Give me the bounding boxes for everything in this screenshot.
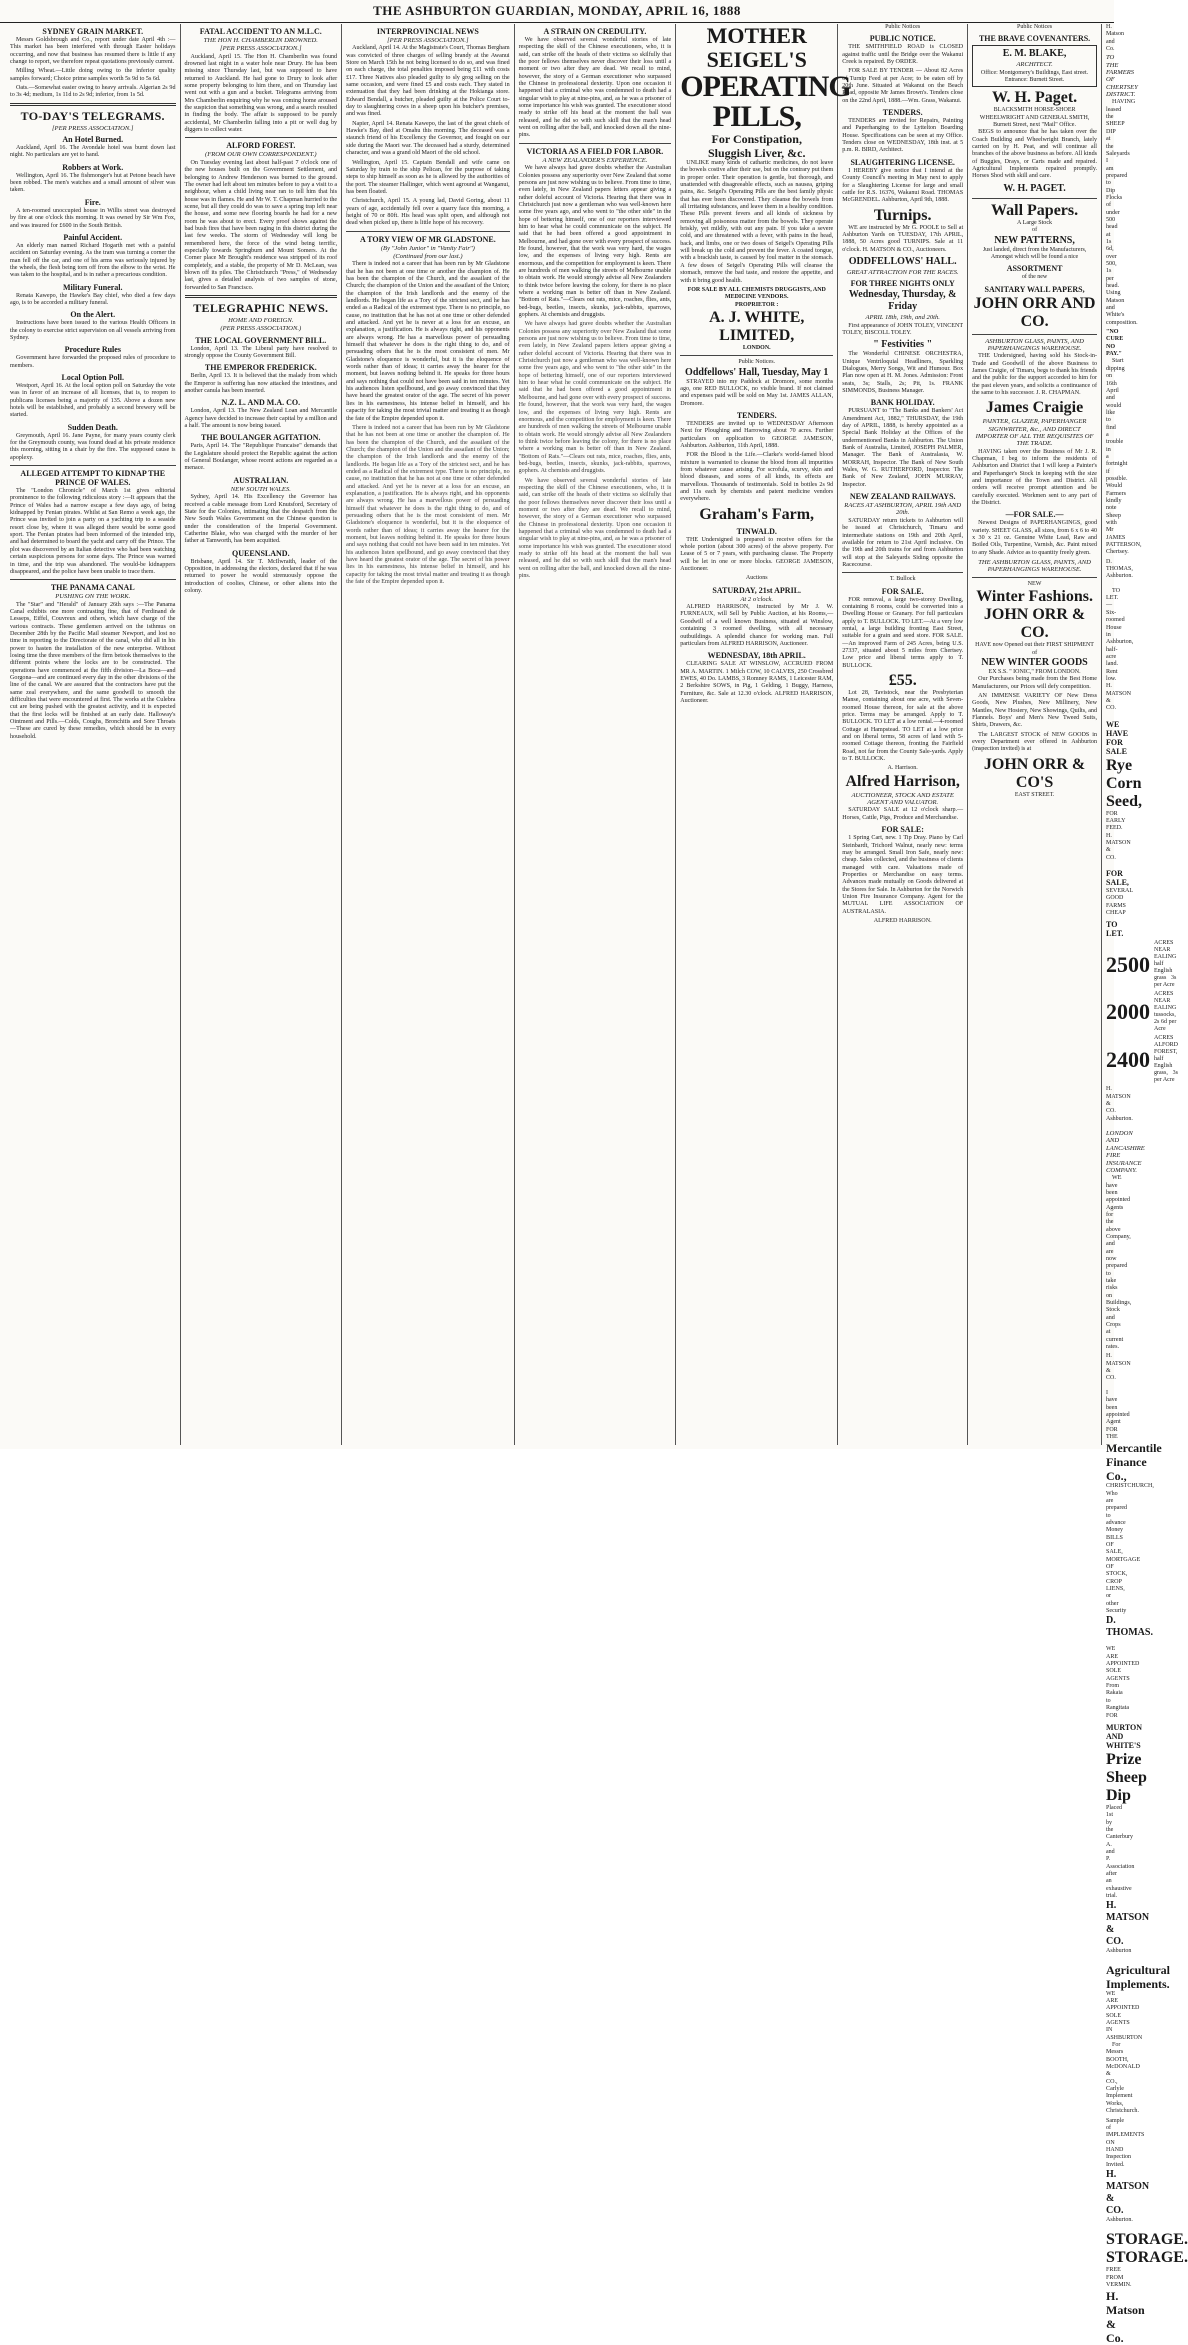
column-3 [342, 24, 515, 1445]
ad-line: JOHN ORR AND CO. [973, 294, 1096, 330]
acreage-number: 2000 [1106, 999, 1150, 1025]
article-text: Paris, April 14. The "Republique Francaise" demands that the Legislature should protect the Republic against the action of General Boulanger, whose recent actions are regarded as a menace. [184, 443, 338, 472]
divider [972, 577, 1097, 578]
headline: BANK HOLIDAY. [870, 398, 935, 408]
headline: SLAUGHTERING LICENSE. [850, 157, 955, 167]
headline: A TORY VIEW OF MR GLADSTONE. [359, 234, 496, 244]
ad-text: Lot 28, Tavistock, near the Presbyterian Manse, containing about one acre, with Seven-roomed House thereon, for sale at the above price. Terms may be arranged. Apply to T. BULLOCK. TO LET at a low rental.—4-roomed Cottage at Hampstead. TO LET at a low price and on liberal terms, 58 acres of land with 5-roomed Cottage thereon, fronting the Fairfield Road, not far from the County Sale-yards. Apply to T. BULLOCK. [842, 690, 964, 763]
ad-text: TENDERS are invited up to WEDNESDAY Afternoon Next for Ploughing and Harrowing about 70 acres. Further particulars on application to GEORGE JAMESON, Ashburton. Ashburton, 11th April, 1888. [680, 420, 834, 449]
divider [972, 198, 1097, 199]
ad-line: of the new [1021, 274, 1048, 281]
subheading: APRIL 18th, 19th, and 20th. [865, 314, 940, 322]
headline: SYDNEY GRAIN MARKET. [42, 27, 144, 36]
masthead [0, 0, 1114, 23]
headline: VICTORIA AS A FIELD FOR LABOR. [526, 146, 664, 156]
ad-line: Winter Fashions. [976, 588, 1093, 606]
headline: THE EMPEROR FREDERICK. [204, 363, 317, 373]
headline: AUSTRALIAN. [233, 475, 289, 485]
masthead-title: THE ASHBURTON GUARDIAN, MONDAY, APRIL 16, 1888 [373, 3, 741, 18]
ad-text: CLEARING SALE AT WINSLOW, ACCRUED FROM MR A. MARTIN. 1 Milch COW, 10 CALVES, 250 Crossbred EWES, 40 Do. LAMBS, 3 Romney RAMS, 1 Leicester RAM, 2 Berkshire SOWS, in Pig, 1 Gelding, 1 Buggy, Harness, Furniture, &c. Sale at 12.30 o'clock. ALFRED HARRISON, Auctioneer. [680, 661, 834, 704]
ad-line: Graham's Farm, [699, 505, 815, 523]
acreage-number: 2400 [1106, 1046, 1150, 1072]
headline: PUBLIC NOTICE. [869, 34, 936, 44]
subheading: At 2 o'clock. [740, 595, 774, 603]
headline: N.Z. L. AND M.A. CO. [221, 398, 301, 408]
subheading: HOME AND FOREIGN. [228, 317, 294, 324]
subheading: [PER PRESS ASSOCIATION.] [220, 45, 302, 53]
ad-line: Wednesday, Thursday, & Friday [848, 289, 957, 313]
ad-text: FOR the Blood is the Life.—Clarke's world-famed blood mixture is warranted to cleanse the blood from all impurities from whatever cause arising. For scrofula, scurvy, skin and blood diseases, and sores of all kinds, its effects are marvellous. Thousands of testimonials. Sold in bottles 2s 9d and 11s each by chemists and patent medicine vendors everywhere. [680, 452, 834, 503]
headline: FATAL ACCIDENT TO AN M.L.C. [199, 27, 322, 36]
article-text: We have always had grave doubts whether the Australian Colonies possess any superiority over New Zealand that some persons are just now wishing us to believe. From time to time, even lately, in New Zealand papers letters appear giving a rather doleful account of Victoria. Hearing that there was in Christchurch just now a gentleman who was well-known here some five years ago, and who went to "the other side" in the hope of bettering himself, one of our reporters interviewed him to hear what he could communicate on the subject. He said that he had been offered a good appointment in Melbourne, and had gone over with every prospect of success. He found, however, that the work was very hard, the wages low, and the expenses of living very high. Rents are enormous, and the competition for employment is keen. There are hundreds of men walking the streets of Melbourne unable to obtain work. He would strongly advise all New Zealanders to think twice before leaving the colony, for there is no place where a working man is better off than in New Zealand. "Bottom of Rats."—Clears out rats, mice, roaches, flies, ants, bed-bugs, beetles, insects, skunks, jack-rabbits, sparrows, gophers. At chemists and druggists. [518, 321, 672, 475]
headline: TINWALD. [736, 526, 777, 536]
divider [346, 231, 510, 232]
ad-line: " Festivities " [873, 339, 933, 351]
ad-text: PURSUANT to "The Banks and Bankers' Act Amendment Act, 1882," THURSDAY, the 19th day of APRIL, 1888, is hereby appointed as a Special Bank Holiday at the Offices of the undermentioned Banks in Ashburton. The Union Bank of Australia, Limited, JOSEPH PALMER, Manager. The Bank of Australasia, W. MORRAH, Inspector. The Bank of New South Wales, W. G. RUTHERFORD, Inspector. The Bank of New Zealand, JOHN MURRAY, Inspector. [842, 408, 964, 488]
article-text: Auckland, April 15. The Hon H. Chamberlin was found drowned last night in a water hole near Drury. He has been missing since Thursday last, but was supposed to have returned to Auckland. He had gone to Drury to look after some property belonging to him there, and on Thursday last went out with a gun and a bucket. Telegrams arriving from Mrs Chamberlin enquiring why he was coming home aroused the suspicion that something was wrong, and a search resulted in finding the body. The affair is supposed to be purely accidental, Mr Chamberlin falling into a pit or well dug by diggers to collect water. [184, 53, 338, 134]
article-text: Government have forwarded the proposed rules of procedure to members. [10, 355, 176, 369]
subheading: GREAT ATTRACTION FOR THE RACES. [846, 268, 959, 276]
pills-ad-line: Sluggish Liver, &c. [707, 146, 806, 160]
column-2 [181, 24, 343, 1445]
ad-line: Just landed, direct from the Manufacturers, [982, 246, 1087, 253]
article-text: Christchurch, April 15. A young lad, David Goring, about 11 years of age, accidentally fell over a quarry face this morning, a height of 70 or 80ft. His head was split open, and although not dead when picked up, there is little hope of his recovery. [346, 198, 510, 227]
divider [842, 572, 963, 573]
ad-line: £55. [888, 672, 917, 689]
divider [972, 334, 1097, 335]
ad-text: SATURDAY SALE at 12 o'clock sharp.—Horses, Cattle, Pigs, Produce and Merchandise. [842, 807, 964, 821]
ad-line: ASSORTMENT [1006, 264, 1063, 274]
headline: INTERPROVINCIAL NEWS [376, 27, 479, 36]
article-text: Milling Wheat.—Little doing owing to the inferior quality samples forward; Choice prime samples worth 5s 9d to 5s 6d. [10, 68, 176, 82]
ad-text: Office: Montgomery's Buildings, East street. Entrance: Burnett Street. [980, 69, 1089, 84]
ad-line: A. Harrison. [887, 765, 918, 772]
article-text: Oats.—Somewhat easier owing to heavy arrivals. Algerian 2s 9d to 3s 4d; medium, 1s 11d to 2s 9d; inferior, from 1s 5d. [10, 85, 176, 99]
ad-line: SANITARY WALL PAPERS, [984, 284, 1085, 294]
ad-text: HAVING taken over the Business of Mr J. R. Chapman, I beg to inform the residents of Ashburton and District that I will keep a Painter's and Paperhanger's Stock in keeping with the size and importance of the Town and District. All orders will receive prompt attention and be carefully executed. Workmen sent to any part of the District. [972, 448, 1097, 507]
headline: On the Alert. [70, 310, 116, 320]
ad-line: ODDFELLOWS' HALL. [848, 255, 957, 267]
article-text: Instructions have been issued to the various Health Officers in the colony to exercise strict supervision on all vessels arriving from Sydney. [10, 320, 176, 341]
ad-text: SATURDAY return tickets to Ashburton will be issued at Christchurch, Timaru and intermediate stations on 19th and 20th April, available for return to 21st April inclusive. On the 19th and 20th trains for and from Ashburton will stop at the Saleyards Siding opposite the Racecourse. [842, 517, 964, 568]
headline: Military Funeral. [62, 282, 123, 292]
ad-text: Newest Designs of PAPERHANGINGS, good variety. SHEET GLASS, all sizes, from 6 x 6 to 40 x 30 x 21 oz. Genuine White Lead, Raw and Boiled Oils, Turpentine, Varnish, &c. Paint mixed to any Shade. Advice as to quantity freely given. [972, 520, 1097, 556]
ad-text: AN IMMENSE VARIETY OF New Dress Goods, New Plushes, New Millinery, New Mantles, New Hosiery, New Showings, Quilts, and Flannels. Boys' and Men's New Tweed Suits, Shirts, Drawers, &c. [972, 692, 1097, 729]
divider [185, 137, 338, 138]
subheading: (Continued from our last.) [393, 252, 463, 260]
article-text: On Tuesday evening last about half-past 7 o'clock one of the new houses built on the Government Settlement, and belonging to Andrew Henderson was burned to the ground. The owner had left about ten minutes before to pay a visit to a neighbour, when a child living near ran to tell him that his house was in flames. He and Mr W. T. Chapman hurried to the scene, but all they could do was to save a spring trap left near the house, and some new flooring boards he had for a new room he was about to erect. Every proof shows against the bad bush fires that have been raging in this district during the last few weeks. The storm of Wednesday will long be remembered here, the force of the wind being terrific, especially towards Springburn and Mount Somers. At the Corner place Mr Brought's residence was stripped of its roof completely, and a stable, the property of Mr D. McLean, was blown off its piles. The Christchurch "Press," of Wednesday last, gives a detailed analysis of two samples of stone, forwarded to San Francisco. [184, 159, 338, 291]
ad-text: Our Purchases being made from the Best Home Manufacturers, our Prices will defy competition. [972, 676, 1097, 690]
headline: THE PANAMA CANAL [50, 583, 135, 593]
pills-ad-line: For Constipation, [711, 132, 802, 146]
column-5 [676, 23, 851, 1445]
article-text: London, April 13. The New Zealand Loan and Mercantile Agency have decided to increase their capital by a million and a half. The amount is now being issued. [184, 408, 338, 430]
article-text: The "London Chronicle" of March 1st gives editorial prominence to the following ridiculous story :—It appears that the Prince of Wales had a narrow escape a few days ago, of being kidnapped by Fenian pirates. Whilst at San Remo a week ago, the Prince was invited to join a party on a yachting trip to a seaside resort close by, where it was alleged there would be some good sport. The Fenian pirates had been informed of the intended trip, and had determined to board the yacht and carry off the Prince. The plot was discovered by an Italian detective who had been watching certain suspicious persons for some days. The Prince was warned in time, and the trip was abandoned. The would-be kidnappers disappeared, and the police have been unable to trace them. [10, 488, 176, 575]
ad-line: Turnips. [873, 206, 932, 224]
ad-text: STRAYED into my Paddock at Dromore, some months ago, one RED BULLOCK, no visible brand. If not claimed and expenses paid will be sold on May 1st. JAMES ALLAN, Dromore. [680, 378, 834, 407]
article-text: We have observed several wonderful stories of late respecting the skill of the Chinese executioners, who, it is said, can strike off the heads of their victims so skilfully that the poor fellows themselves never discover their loss until a moment or two after they are dead. We recall to mind, however, the story of a German executioner who surpassed the Chinese in professional dexterity. Upon one occasion it happened that a criminal who was condemned to death had a singular wish to play at nine-pins, and, as he was a prisoner of some importance his wish was granted. The executioner stood ready to strike off his head at the moment the ball was released, and he did so with such skill that the man's head went on rolling after the ball, and knocked down all the nine-pins. [518, 477, 672, 580]
ad-line: JOHN ORR & CO'S [983, 755, 1086, 791]
ad-line: LONDON. [742, 344, 771, 351]
ad-text: ALFRED HARRISON, instructed by Mr J. W. FURNEAUX, will Sell by Public Auction, at his Rooms,— Goodwill of a well known Business, situated at Winslow, containing 3 roomed dwelling, with all necessary outbuildings. A splendid chance for working man. Full particulars from ALFRED HARRISON, Auctioneer. [680, 604, 834, 647]
acreage-text: ACRES ALFORD FOREST, half English grass, 3s per Acre [1154, 1035, 1179, 1084]
article-text: We have always had grave doubts whether the Australian Colonies possess any superiority over New Zealand that some persons are just now wishing us to believe. From time to time, even lately, in New Zealand papers letters appear giving a rather doleful account of Victoria. Hearing that there was in Christchurch just now a gentleman who was well-known here some five years ago, and who went to "the other side" in the hope of bettering himself, one of our reporters interviewed him to hear what he could communicate on the subject. He said that he had been offered a good appointment in Melbourne, and had gone over with every prospect of success. He found, however, that the work was very hard, the wages low, and the expenses of living very high. Rents are enormous, and the competition for employment is keen. There are hundreds of men walking the streets of Melbourne unable to obtain work. He would strongly advise all New Zealanders to think twice before leaving the colony, for there is no place where a working man is better off than in New Zealand. "Bottom of Rats."—Clears out rats, mice, roaches, flies, ants, bed-bugs, beetles, insects, skunks, jack-rabbits, sparrows, gophers. At chemists and druggists. [518, 165, 672, 319]
ad-text: First appearance of JOHN TOLEY, VINCENT TOLEY, BISCOLL TOLEY. [842, 322, 964, 336]
article-text: We have observed several wonderful stories of late respecting the skill of the Chinese executioners, who, it is said, can strike off the heads of their victims so skilfully that the poor fellows themselves never discover their loss until a moment or two after they are dead. We recall to mind, however, the story of a German executioner who surpassed the Chinese in professional dexterity. Upon one occasion it happened that a criminal who was condemned to death had a singular wish to play at nine-pins, and, as he was a prisoner of some importance his wish was granted. The executioner stood ready to strike off his head at the moment the ball was released, and he did so with such skill that the man's head went on rolling after the ball, and knocked down all the nine-pins. [518, 37, 672, 139]
article-text: London, April 13. The Liberal party have resolved to strongly oppose the County Government Bill. [184, 345, 338, 360]
subheading: (By "John Junior" in "Vanity Fair") [380, 244, 475, 252]
headline: A STRAIN ON CREDULITY. [543, 27, 647, 36]
article-text: Wellington, April 15. Captain Bendall and wife came on Saturday by train to the ship Pelican, for the purpose of taking steps to ship himself as soon as he is allowed by the authorities of the port. The steamer Hallinger, which went aground at Wanganui, has been floated. [346, 159, 510, 195]
ad-text: 1 Spring Cart, new. 1 Tip Dray. Piano by Carl Steinbardt, Trichord Walnut, nearly new: terms may be arranged. Small Iron Safe, nearly new: cheap. Sales collected, and the business of clients managed with care. Valuations made of Properties or Merchandise on easy terms. Advances made mutually on Goods delivered at the Stores for Sale. In Ashburton for the Norwich Union Fire Insurance Company. Agent for the MUTUAL LIFE ASSOCIATION OF AUSTRALASIA. [842, 835, 964, 915]
headline: Procedure Rules [64, 345, 121, 355]
headline: FOR SALE: [881, 825, 924, 835]
acreage-number: 2500 [1106, 951, 1150, 977]
article-text: Renata Kawepo, the Hawke's Bay chief, who died a few days ago, is to be accorded a military funeral. [10, 292, 176, 306]
ad-line: NEW [1027, 580, 1042, 587]
ad-text: I HEREBY give notice that I intend at the County Council's meeting in May next to apply for a Slaughtering License for large and small cattle for R.S. 16376, Wakanui Road. THOMAS McGRENDEL. Ashburton, April 9th, 1888. [842, 167, 964, 204]
article-text: Sydney, April 14. His Excellency the Governor has received a cable message from Lord Knutsford, Secretary of State for the Colonies, intimating that the despatch from the New South Wales Government on the Chinese question is under the consideration of the Imperial Government. Catherine Blake, who was charged with the murder of her father at Tamworth, has been acquitted. [184, 494, 338, 545]
ad-line: HAVE now Opened out their FIRST SHIPMENT of [975, 642, 1094, 656]
pills-ad-line: OPERATING [680, 70, 851, 103]
acreage-text: ACRES NEAR EALING tussocks, 2s 6d per Acre [1154, 991, 1177, 1033]
ad-line: Wall Papers. [991, 201, 1079, 219]
subheading: PAINTER, GLAZIER, PAPERHANGER SIGNWRITER, &c., AND DIRECT IMPORTER OF ALL THE REQUISITES OF THE TRADE. [975, 418, 1094, 448]
divider [10, 579, 176, 580]
article-text: Napier, April 14. Renata Kawepo, the last of the great chiefs of Hawke's Bay, died at Omahu this morning. The deceased was a staunch friend of his Excellency the Governor, and fought on our side during the Maori war. The deceased had a sturdy, determined character, and was a grand old Maori of the old school. [346, 120, 510, 157]
ad-text: THE Undersigned, having sold his Stock-in-Trade and Goodwill of the above Business to James Craigie, of Timaru, begs to thank his friends and the public for the support accorded to him for the past eleven years, and solicits a continuance of the same to his successor. J. R. CHAPMAN. [972, 353, 1097, 396]
ad-text: BLACKSMITH HORSE-SHOER WHEELWRIGHT AND GENERAL SMITH, [979, 107, 1090, 121]
subheading: A NEW ZEALANDER'S EXPERIENCE. [542, 156, 648, 164]
ad-line: NEW WINTER GOODS [981, 656, 1088, 668]
headline: TENDERS. [882, 108, 923, 118]
headline: SATURDAY, 21st APRIL. [712, 585, 802, 595]
divider [680, 355, 833, 356]
ad-line: Amongst which will be found a nice [990, 253, 1079, 260]
pills-ad-line: SEIGEL'S [706, 47, 807, 72]
article-text: A ten-roomed unoccupied house in Willis street was destroyed by fire at one o'clock this morning. It was owned by Sir Wm Fox, and was insured for £600 in the South British. [10, 207, 176, 229]
divider [10, 465, 176, 466]
subheading: ARCHITECT. [1016, 61, 1053, 69]
ad-line: James Craigie [985, 399, 1084, 417]
headline: TENDERS. [736, 410, 777, 420]
subheading: THE HON H. CHAMBERLIN DROWNED. [203, 37, 318, 44]
article-text: Messrs Goldsbrough and Co., report under date April 4th :— This market has been interfered with through Easter holidays occurring, and now that business has resumed there is little if any change to report, we therefore repeat quotations previously current. [10, 37, 176, 66]
pills-ad-line: MOTHER [706, 23, 807, 48]
headline: THE BRAVE COVENANTERS. [978, 34, 1091, 44]
article-text: Westport, April 16. At the local option poll on Saturday the vote was in favor of an increase of all licenses, that is, to reopen to publicans licenses being a majority of 135. Above a dozen new hotels will be established, and probably a second brewery will be started. [10, 382, 176, 419]
ad-text: The LARGEST STOCK of NEW GOODS in every Department ever offered in Ashburton (inspection invited) is at [972, 731, 1097, 753]
headline: An Hotel Burned. [62, 135, 124, 145]
column-8: H. Matson and Co. TO THE FARMERS OF CHERTSEY DISTRICT. HAVING leased the SHEEP DIP at the Saleyards I am prepared to Dip Flocks of under 500 head at 1s 6d, over 500, 1s per head. Using Matson and White's composition. "NO CURE NO PAY." Start dipping on 16th April and would like to find a trouble in a fortnight if possible. Would Farmers kindly note Sheep with Mr JAMES PATTERSON, Chertsey. D. THOMAS, Ashburton. TO LET.—Six-roomed House in Ashburton, half-acre land. Rent low. H. MATSON & CO. WE HAVE FOR SALE Rye Corn Seed, FOR EARLY FEED. H. MATSON & CO. FOR SALE, SEVERAL GOOD FARMS CHEAP TO LET. 2500 ACRES NEAR EALING half English grass 3s per Acre 2000 ACRES NEAR EALING tussocks, 2s 6d per Acre 2400 ACRES ALFORD FOREST, half English grass, 3s per Acre H. MATSON & CO. Ashburton. LONDON AND LANCASHIRE FIRE INSURANCE COMPANY. WE have been appointed Agents for the above Company, and are now prepared to take risks on Buildings, Stock and Crops at current rates. H. MATSON & CO. I have been appointed Agent FOR THE Mercantile Finance Co., CHRISTCHURCH, Who are prepared to advance Money BILLS OF SALE, MORTGAGE OF STOCK, CROP LIENS, or other Security D. THOMAS. WE ARE APPOINTED SOLE AGENTS From Rakaia to Rangitata FOR MURTON AND WHITE'S Prize Sheep Dip Placed 1st by the Canterbury A. and P. Association after an exhaustive trial. H. MATSON & CO. Ashburton Agricultural Implements. WE ARE APPOINTED SOLE AGENTS IN ASHBURTON For Messrs BOOTH, McDONALD & CO., Carlyle Implement Works, Christchurch. Sample of IMPLEMENTS ON HAND Inspection Invited. H. MATSON & CO. Ashburton. STORAGE. STORAGE. FREE FROM VERMIN. H. Matson & Co. [1106, 24, 1188, 2345]
headline: THE LOCAL GOVERNMENT BILL. [195, 335, 327, 345]
column-6 [838, 24, 968, 1445]
ad-line: FOR SALE BY ALL CHEMISTS DRUGGISTS, AND MEDICINE VENDORS. [687, 286, 826, 301]
column-1 [6, 24, 181, 1445]
subheading: (FROM OUR OWN CORRESPONDENT.) [205, 151, 317, 159]
subheading: NEW SOUTH WALES. [230, 485, 291, 493]
ad-text: THE Undersigned is prepared to receive offers for the whole portion (about 300 acres) of the above property. For Lease of 5 or 7 years, with purchasing clause. The Property will be let in one or more blocks. GEORGE JAMESON, Auctioneer. [680, 536, 834, 573]
headline: ALFORD FOREST. [226, 141, 296, 151]
ad-text: The Wonderful CHINESE ORCHESTRA, Unique Ventriloquial Headliners, Sparkling Dialogues, Merry Songs, Wit and Humour. Box Plan now open at H. M. Jones. Admission: Front seats, 3s; Stalls, 2s; Pit, 1s. FRANK SIMMONDS, Business Manager. [842, 351, 964, 394]
ad-line: A Large Stock [1017, 219, 1053, 226]
subheading: [PER PRESS ASSOCIATION.] [51, 124, 134, 132]
headline: TO-DAY'S TELEGRAMS. [20, 108, 165, 123]
article-text: Wellington, April 16. The fishmonger's hut at Petone beach have been robbed. The men's watches and a small amount of silver was taken. [10, 172, 176, 194]
headline: QUEENSLAND. [232, 548, 290, 558]
ad-text: FOR removal, a large two-storey Dwelling, containing 8 rooms, could be converted into a Dwelling House or Granary. For full particulars apply to T. BULLOCK. TO LET.—At a very low rental, a large building fronting East Street, suitable for a grain and seed store. FOR SALE.—An improved Farm of 245 Acres, being U.S. 27337, situated about 5 miles from Chertsey. Low price and liberal terms apply to T. BULLOCK. [842, 596, 964, 669]
subheading: AUCTIONEER, STOCK AND ESTATE AGENT AND VALUATOR. [851, 791, 954, 807]
article-text: Greymouth, April 16. Jane Payne, for many years county clerk for the Greymouth county, was found dead at his private residence this morning, sitting in a chair by the fire. The supposed cause is apoplexy. [10, 432, 176, 461]
ad-text: BEGS to announce that he has taken over the Coach Building and Wheelwright Branch, lately carried on by H. Peat, and will continue all branches of the above business as before. All kinds of Buggies, Drays, or Carts made and repaired. Agricultural Implements repaired promptly. Horses Shod with skill and care. [972, 129, 1097, 180]
ad-line: A. J. WHITE, LIMITED, [709, 308, 805, 344]
ad-text: THE SMITHFIELD ROAD is CLOSED against traffic until the Bridge over the Wakanui Creek is repaired. By ORDER. [842, 44, 964, 66]
headline: ALLEGED ATTEMPT TO KIDNAP THE PRINCE OF WALES. [20, 469, 166, 488]
ad-line: NEW PATTERNS, [994, 234, 1075, 246]
columns [6, 23, 1188, 2345]
ad-text: FOR SALE BY TENDER — About 82 Acres of Turnip Feed at per Acre; to be eaten off by 20th June. Situated at Wakanui on the Beach Road, opposite Mr James Brown's. Tenders close on the 22nd April, 1888.—Wm. Grass, Wakanui. [842, 68, 964, 104]
article-text: There is indeed not a career that has been run by Mr Gladstone that he has not been at one time or another the champion of. He has been the champion of the Church, and the assailant of the Church; the champion of the Union and the assailant of the Union; the champion of the Irish landlords and the enemy of the landlords. He began life as a Tory of the strictest sect, and he has ended as a Radical of the extremest type. There is no principle, no cause, no institution that he has not at one time or other defended and attacked. And yet he is never at a loss for an excuse, an explanation, a justification. He is always right, and his opponents are always wrong. He has a marvellous power of persuading himself that whatever he does is the right thing to do, and of persuading others that he is the most consistent of men. Mr Gladstone's eloquence is wonderful, but it is the eloquence of words rather than of ideas; it carries away the hearer for the moment, but leaves nothing behind it. He speaks for three hours and says nothing that could not have been said in ten minutes. Yet his audiences listen spellbound, and go away convinced that they have heard the greatest orator of the age. The secret of his power lies in his earnestness, his intense belief in himself, and his capacity for taking the most trivial matter and treating it as though the fate of the Empire depended upon it. [346, 424, 510, 586]
article-text: Brisbane, April 14. Sir T. McIlwraith, leader of the Opposition, in addressing the electors, declared that if he was returned to power he would strenuously oppose the introduction of coolies, Chinese, or other aliens into the colony. [184, 558, 338, 594]
headline: NEW ZEALAND RAILWAYS. [849, 492, 956, 502]
acreage-text: ACRES NEAR EALING half English grass 3s per Acre [1154, 940, 1177, 989]
column-4 [515, 24, 677, 1445]
article-text: There is indeed not a career that has been run by Mr Gladstone that he has not been at one time or another the champion of. He has been the champion of the Church, and the assailant of the Church; the champion of the Union and the assailant of the Union; the champion of the Irish landlords and the enemy of the landlords. He began life as a Tory of the strictest sect, and he has ended as a Radical of the extremest type. There is no principle, no cause, no institution that he has not at one time or other defended and attacked. And yet he is never at a loss for an excuse, an explanation, a justification. He is always right, and his opponents are always wrong. He has a marvellous power of persuading himself that whatever he does is the right thing to do, and of persuading others that he is the most consistent of men. Mr Gladstone's eloquence is wonderful, but it is the eloquence of words rather than of ideas; it carries away the hearer for the moment, but leaves nothing behind it. He speaks for three hours and says nothing that could not have been said in ten minutes. Yet his audiences listen spellbound, and go away convinced that they have heard the greatest orator of the age. The secret of his power lies in his earnestness, his intense belief in himself, and his capacity for taking the most trivial matter and treating it as though the fate of the Empire depended upon it. [346, 261, 510, 422]
divider [185, 295, 338, 298]
ad-text: WE are instructed by Mr G. POOLE to Sell at Ashburton Yards on TUESDAY, 17th APRIL, 1888, 50 Acres good TURNIPS. Sale at 11 o'clock. H. MATSON & CO., Auctioneers. [842, 224, 964, 253]
headline: Fire. [84, 197, 101, 207]
subheading: PUSHING ON THE WORK. [55, 593, 131, 601]
article-text: The "Star" and "Herald" of January 26th says :—The Panama Canal exhibits one more contrasting fine, that of Ferdinand de Lesseps, Eiffel, Couvreux and others, which have charge of the various contracts. These gentlemen arrived on the isthmus on December 28th by the Pacific Mail steamer Newport, and lost no time in reporting to the Directorate of the canal, who did all in his power to hasten the installation of the new enterprise. Without losing time the three members of the firm betook themselves to the different points where the locks are to be constructed. The operations have commenced at the fifth division—La Boca—and Gorgona—and are continued every day in the other divisions of the line of the canal. We are assured that the contractors have put the same zeal everywhere, and the same goodwill to smooth the difficulties that were encountered at first. The works at the Culebra cut are being pushed with the greatest activity, and it is expected that the first locks will be finished at an early date. Halloway's Ointment and Pills.—Colds, Coughs, Bronchitis and Sore Throats—These are cured by these remedies, which should be in every household. [10, 601, 176, 740]
architect-ad [972, 45, 1097, 87]
article-text: Auckland, April 16. The Avondale hotel was burnt down last night. No particulars are yet to hand. [10, 145, 176, 159]
ad-text: UNLIKE many kinds of cathartic medicines, do not leave the bowels costive after their use, but on the contrary put them in proper order. Their operation is gentle, but thorough, and unattended with disagreeable effects, such as nausea, griping pains, &c. Seigel's Operating Pills are the best family physic that has ever been discovered. They cleanse the bowels from all irritating substances, and leave them in a healthy condition. These Pills prevent fevers and all kinds of sickness by removing all poisonous matter from the bowels. They operate briskly, yet mildly, with out any pain. If you take a severe cold, and are threatened with a fever, with pains in the head, back, and limbs, one or two doses of Seigel's Operating Pills will break up the cold and prevent the fever. A coated tongue, with a brackish taste, is caused by foul matter in the stomach. A few doses of Seigel's Operating Pills will cleanse the stomach, remove the bad taste, and restore the appetite, and with it bring good health. [680, 160, 834, 284]
ad-line: EAST STREET. [1014, 791, 1055, 798]
headline: Painful Accident. [63, 232, 123, 242]
ad-line: JOHN ORR & CO. [983, 606, 1086, 642]
section-label: Public Notices. [738, 359, 776, 366]
ad-line: EX S.S. " IONIC," FROM LONDON. [988, 668, 1081, 675]
ad-line: W. H. PAGET. [1003, 182, 1066, 194]
article-text: Berlin, April 13. It is believed that the malady from which the Emperor is suffering has now attacked the intestines, and another canula has been inserted. [184, 373, 338, 395]
article-text: An elderly man named Richard Hogarth met with a painful accident on Saturday evening. As the tram was turning a corner the man fell off the car, and one of his arms was seriously injured by the wheels, the flesh being torn off from the elbow to the wrist. He was taken to the hospital, and is in rather a precarious condition. [10, 242, 176, 279]
ad-line: of [1032, 227, 1038, 234]
section-label: Auctions [745, 575, 768, 582]
column-7 [968, 24, 1102, 1445]
headline: FOR THREE NIGHTS ONLY [850, 279, 955, 289]
headline: FOR SALE. [881, 586, 924, 596]
ad-line: Oddfellows' Hall, Tuesday, May 1 [685, 366, 829, 378]
section-label: Public Notices [1016, 24, 1053, 30]
subheading: RACES AT ASHBURTON, APRIL 19th AND 20th. [844, 502, 962, 517]
subheading: THE ASHBURTON GLASS, PAINTS, AND PAPERHANGINGS WAREHOUSE. [978, 559, 1091, 574]
ad-text: Burnett Street, next "Mail" Office. [993, 122, 1076, 129]
headline: WEDNESDAY, 18th APRIL. [707, 651, 806, 661]
headline: Sudden Death. [67, 422, 118, 432]
divider [10, 103, 176, 106]
ad-line: T. Bullock [889, 576, 916, 583]
headline: TELEGRAPHIC NEWS. [193, 301, 329, 315]
article-text: Auckland, April 14. At the Magistrate's Court, Thomas Bergham was convicted of three charges of selling brandy at the Awanui Store on March 15th he not being licensed to do so, and was fined on each charge, the total penalties imposed being £11 with costs £17. Three Natives also pleaded guilty to sly grog selling on the same occasion, and were fined £5 and costs each. They stated in extenuation that they had been drinking at the Hokianga store. Edward Bendall, a butcher, pleaded guilty at the Police Court to-day to slaughtering cows in a sheep upon his butcher's premises, and was fined. [346, 45, 510, 118]
headline: —FOR SALE.— [1005, 510, 1064, 520]
headline: Local Option Poll. [61, 372, 124, 382]
headline: Robbers at Work. [62, 162, 124, 172]
headline: THE BOULANGER AGITATION. [201, 433, 321, 443]
ad-line: E. M. BLAKE, [1002, 48, 1067, 60]
divider [519, 143, 672, 144]
ad-line: PROPRIETOR : [735, 301, 779, 308]
subheading: ASHBURTON GLASS, PAINTS, AND PAPERHANGINGS WAREHOUSE. [985, 337, 1084, 352]
subheading: (PER PRESS ASSOCIATION.) [220, 325, 302, 333]
pills-ad-line: PILLS, [712, 100, 801, 133]
subheading: [PER PRESS ASSOCIATION.] [387, 37, 469, 44]
ad-line: Alfred Harrison, [845, 772, 960, 790]
ad-text: TENDERS are invited for Repairs, Painting and Paperhanging to the Lyttelton Boarding House. Specifications can be seen at my Office. Tenders close on WEDNESDAY, 18th inst. at 5 p.m. R. BIRD, Architect. [842, 118, 964, 154]
ad-line: ALFRED HARRISON. [873, 917, 932, 924]
section-label: Public Notices [885, 24, 921, 30]
ad-line: W. H. Paget. [991, 89, 1078, 107]
